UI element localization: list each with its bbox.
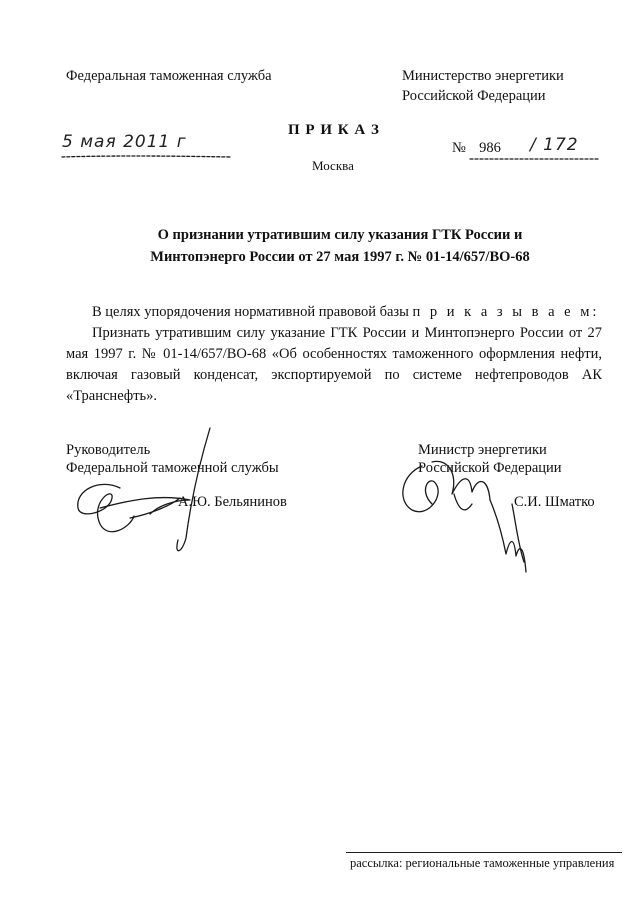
date-underline bbox=[62, 154, 232, 160]
number-underline bbox=[470, 156, 600, 162]
order-date bbox=[62, 132, 187, 152]
para1-text: В целях упорядочения нормативной правовой базы bbox=[92, 304, 409, 320]
para1-keyword: п р и к а з ы в а е м: bbox=[412, 304, 600, 320]
number-printed: 986 bbox=[479, 140, 501, 156]
right-signatory-title-2: Российской Федерации bbox=[418, 460, 562, 476]
issuer-right-line2: Российской Федерации bbox=[402, 88, 546, 104]
order-date-handwritten: 5 мая 2011 г bbox=[62, 132, 187, 152]
document-title: П Р И К А З bbox=[288, 122, 380, 138]
city: Москва bbox=[312, 158, 354, 173]
left-signatory-name: А.Ю. Бельянинов bbox=[178, 494, 287, 510]
number-handwritten: / 172 bbox=[530, 135, 579, 155]
subject-line2: Минтопэнерго России от 27 мая 1997 г. № 01-14/657/ВО-68 bbox=[150, 249, 530, 265]
right-signature bbox=[392, 444, 552, 594]
issuer-left: Федеральная таможенная служба bbox=[66, 68, 272, 84]
subject-line1: О признании утратившим силу указания ГТК России и bbox=[157, 227, 523, 243]
footer-divider bbox=[346, 852, 622, 853]
left-signatory-title-2: Федеральной таможенной службы bbox=[66, 460, 279, 476]
right-signatory-title-1: Министр энергетики bbox=[418, 442, 547, 458]
number-sign: № bbox=[452, 140, 466, 156]
body-paragraph-2: Признать утратившим силу указание ГТК России и Минтопэнерго России от 27 мая 1997 г. № 01-14/657/ВО-68 «Об особенностях таможенного оформления нефти, включая газовый конденсат, экспортируемой по системе нефтепроводов АК «Транснефть». bbox=[66, 325, 602, 404]
left-signature bbox=[70, 428, 220, 578]
body bbox=[66, 302, 602, 407]
right-signatory-name: С.И. Шматко bbox=[514, 494, 595, 510]
left-signatory-title-1: Руководитель bbox=[66, 442, 151, 458]
distribution-note: рассылка: региональные таможенные управления bbox=[350, 856, 615, 870]
body-paragraph-1 bbox=[66, 302, 602, 323]
issuer-right-line1: Министерство энергетики bbox=[402, 68, 564, 84]
order-number bbox=[452, 140, 501, 157]
